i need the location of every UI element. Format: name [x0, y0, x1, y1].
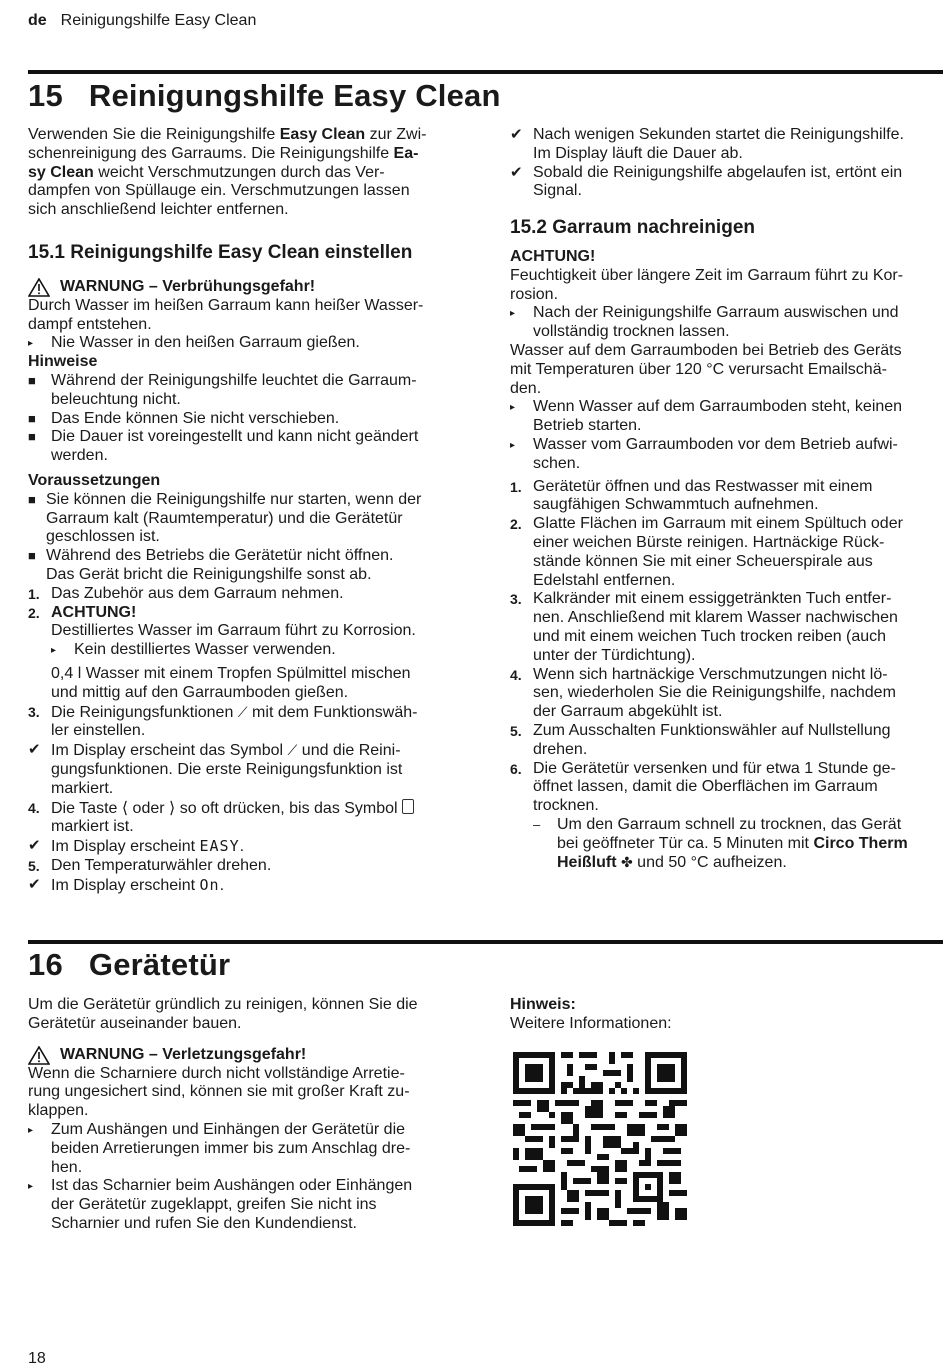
action-item: ▸ Ist das Scharnier beim Aushängen oder Einhängen der Gerätetür zugeklappt, greifen Sie nicht ins Scharnier und rufen Sie den Kundendienst. [28, 1177, 413, 1232]
key-right-icon: ⟩ [169, 799, 176, 817]
result-item: ✔ Im Display erscheint das Symbol ⟋ und die Reini- gungsfunktionen. Die erste Reinigungsfunktion ist markiert. [28, 741, 403, 797]
running-header [28, 12, 256, 30]
action-item: ▸ Nie Wasser in den heißen Garraum gießen. [28, 334, 360, 352]
note-item: ■ Während der Reinigungshilfe leuchtet die Garraum- beleuchtung nicht. [28, 371, 417, 408]
warning-text: Wenn die Scharniere durch nicht vollständige Arretie- rung ungesichert sind, können sie mit großer Kraft zu- klappen. [28, 1064, 410, 1120]
note-item: ■ Das Ende können Sie nicht verschieben. [28, 409, 340, 427]
note-text: Weitere Informationen: [510, 1014, 672, 1032]
key-left-icon: ⟨ [121, 799, 129, 817]
section-rule [28, 70, 943, 74]
action-item: ▸ Wasser vom Garraumboden vor dem Betrieb aufwi- schen. [510, 435, 898, 472]
sub-item: – Um den Garraum schnell zu trocknen, das Gerät bei geöffneter Tür ca. 5 Minuten mit Circo Therm Heißluft ✤ und 50 °C aufheizen. [533, 815, 908, 872]
header-title: Reinigungshilfe Easy Clean [60, 12, 257, 29]
section-16-right-column [510, 996, 945, 1034]
section-15-left-column [28, 126, 468, 895]
warning-triangle-icon [28, 1046, 50, 1065]
warning-triangle-icon [28, 278, 50, 297]
subsection-15-1-heading: 15.1 Reinigungshilfe Easy Clean einstellen [28, 241, 413, 263]
caution-heading: ACHTUNG! [510, 247, 596, 265]
note-item: ■ Die Dauer ist voreingestellt und kann nicht geändert werden. [28, 428, 419, 465]
action-item: ▸ Wenn Wasser auf dem Garraumboden steht, keinen Betrieb starten. [510, 398, 903, 435]
step-1: 1. Gerätetür öffnen und das Restwasser mit einem saugfähigen Schwammtuch aufnehmen. [510, 477, 873, 514]
cleaning-function-icon: ⟋ [287, 742, 298, 759]
action-item: ▸ Nach der Reinigungshilfe Garraum auswischen und vollständig trocknen lassen. [510, 304, 899, 341]
requirements-heading: Voraussetzungen [28, 471, 161, 489]
action-item: ▸ Zum Aushängen und Einhängen der Gerätetür die beiden Arretierungen immer bis zum Anschlag dre- hen. [28, 1120, 411, 1176]
step-5: 5. Den Temperaturwähler drehen. [28, 856, 272, 874]
intro-paragraph: Um die Gerätetür gründlich zu reinigen, können Sie die Gerätetür auseinander bauen. [28, 996, 418, 1032]
action-item: ▸ Kein destilliertes Wasser verwenden. [51, 641, 336, 659]
notes-heading: Hinweise [28, 353, 98, 371]
subsection-15-2-heading: 15.2 Garraum nachreinigen [510, 217, 755, 239]
step-3: 3. Die Reinigungsfunktionen ⟋ mit dem Funktionswäh- ler einstellen. [28, 703, 418, 740]
page-number: 18 [28, 1350, 46, 1367]
step-5: 5. Zum Ausschalten Funktionswähler auf Nullstellung drehen. [510, 721, 891, 758]
step-2: 2. Glatte Flächen im Garraum mit einem Spültuch oder einer weichen Bürste reinigen. Hartnäckige Rück- stände können Sie mit einer Scheuerspirale aus Edelstahl entfernen. [510, 515, 903, 589]
cleaning-function-icon: ⟋ [237, 703, 248, 720]
caution-text: Wasser auf dem Garraumboden bei Betrieb des Geräts mit Temperaturen über 120 °C verursacht Emailschä- den. [510, 341, 902, 397]
section-16-left-column [28, 996, 468, 1234]
step-2: 2. ACHTUNG! Destilliertes Wasser im Garraum führt zu Korrosion. ▸ Kein destilliertes Wasser verwenden. 0,4 l Wasser mit einem Tropfen Spülmittel mischen und mittig auf den Garraumboden gießen. [28, 604, 468, 703]
result-item: ✔ Sobald die Reinigungshilfe abgelaufen ist, ertönt ein Signal. [510, 163, 903, 200]
step-1: 1. Das Zubehör aus dem Garraum nehmen. [28, 584, 344, 602]
warning-heading: WARNUNG – Verbrühungsgefahr! [28, 278, 468, 297]
caution-text: Feuchtigkeit über längere Zeit im Garraum führt zu Kor- rosion. [510, 266, 904, 303]
step-3: 3. Kalkränder mit einem essiggetränkten Tuch entfer- nen. Anschließend mit klarem Wasser nachwischen und mit einem weichen Tuch trocken reiben (auch unter der Türdichtung). [510, 590, 898, 664]
intro-paragraph: Verwenden Sie die Reinigungshilfe Easy Clean zur Zwi- schenreinigung des Garraums. Die Reinigungshilfe Ea- sy Clean weicht Verschmutzungen durch das Ver- dampfen von Spüllauge ein. Verschmutzungen lassen sich anschließend leichter entfernen. [28, 126, 427, 219]
step-4: 4. Wenn sich hartnäckige Verschmutzungen nicht lö- sen, wiederholen Sie die Reinigungshilfe, nachdem der Garraum abgekühlt ist. [510, 665, 896, 721]
easy-clean-symbol-icon [402, 799, 414, 814]
language-code: de [28, 12, 47, 29]
hot-air-fan-icon: ✤ [621, 854, 633, 871]
warning-heading: WARNUNG – Verletzungsgefahr! [28, 1046, 468, 1065]
section-15-heading: 15 Reinigungshilfe Easy Clean [28, 78, 501, 113]
section-15-right-column [510, 126, 945, 873]
step-4: 4. Die Taste ⟨ oder ⟩ so oft drücken, bis das Symbol markiert ist. [28, 799, 468, 838]
warning-text: Durch Wasser im heißen Garraum kann heißer Wasser- dampf entstehen. [28, 296, 424, 333]
requirement-item: ■ Sie können die Reinigungshilfe nur starten, wenn der Garraum kalt (Raumtemperatur) und die Gerätetür geschlossen ist. [28, 490, 422, 546]
section-16-heading: 16 Gerätetür [28, 947, 231, 982]
requirement-item: ■ Während des Betriebs die Gerätetür nicht öffnen. Das Gerät bricht die Reinigungshilfe sonst ab. [28, 547, 394, 583]
display-readout: On [199, 875, 220, 894]
result-item: ✔ Im Display erscheint On. [28, 875, 225, 894]
note-heading: Hinweis: [510, 996, 576, 1013]
display-readout: EASY [199, 837, 240, 856]
qr-code[interactable] [513, 1052, 687, 1226]
result-item: ✔ Im Display erscheint EASY. [28, 837, 245, 856]
step-6: 6. Die Gerätetür versenken und für etwa 1 Stunde ge- öffnet lassen, damit die Oberflächen im Garraum trocknen. – Um den Garraum schnell zu trocknen, das Gerät bei geöffneter Tür ca. 5 Minuten mit Circo Therm Heißluft ✤ und 50 °C aufheizen. [510, 760, 945, 874]
section-rule [28, 940, 943, 944]
result-item: ✔ Nach wenigen Sekunden startet die Reinigungshilfe. Im Display läuft die Dauer ab. [510, 126, 904, 162]
